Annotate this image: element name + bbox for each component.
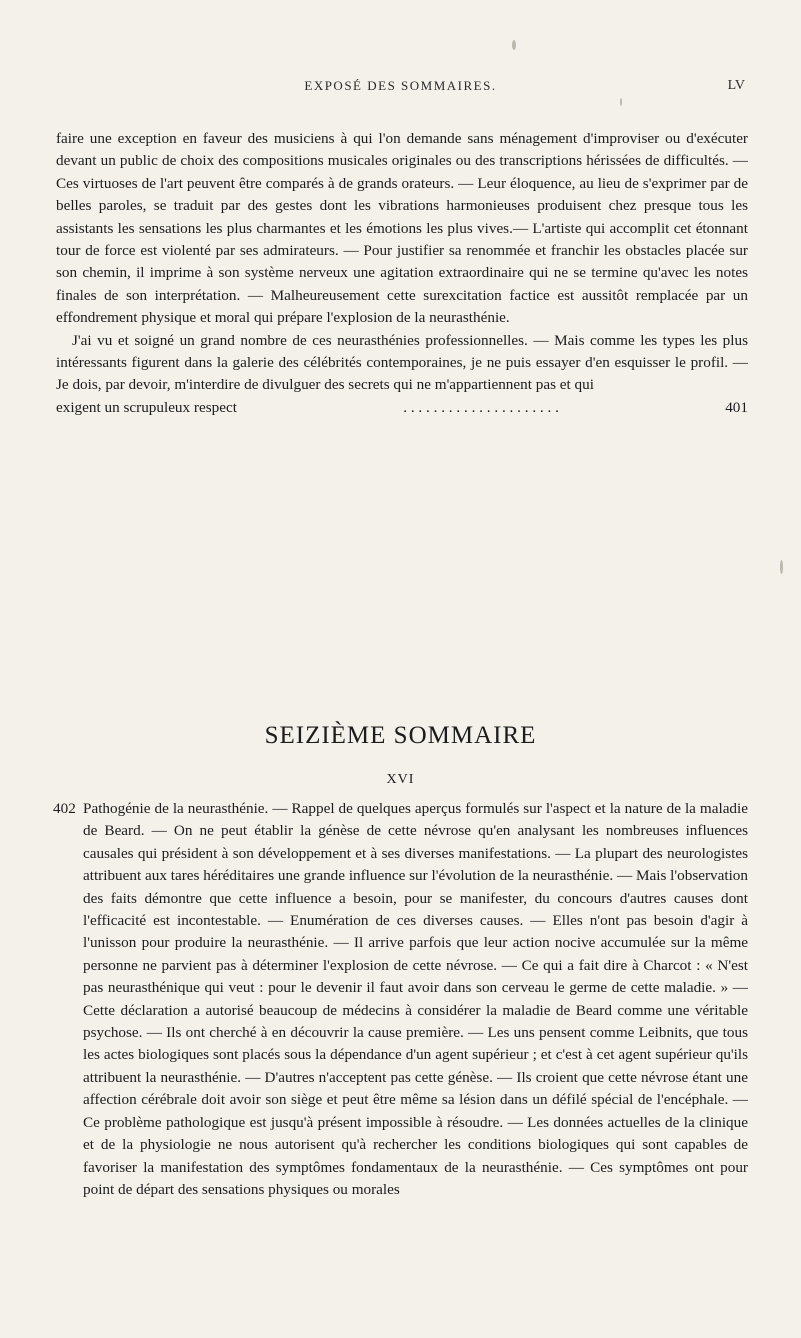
page-folio: LV <box>727 78 745 93</box>
page-reference: 401 <box>725 398 748 416</box>
summary-entry <box>53 798 748 1201</box>
page-reference-line <box>56 397 748 419</box>
section-title: SEIZIÈME SOMMAIRE <box>264 722 537 749</box>
continued-entry-text <box>56 128 748 419</box>
running-head <box>0 78 801 100</box>
paper-speck <box>620 98 622 106</box>
paragraph-2: J'ai vu et soigné un grand nombre de ces neurasthénies professionnelles. — Mais comme les types les plus intéressants figurent dans la galerie des célébrités contemporaines, je ne puis essayer d'en esquisser le profil. — Je dois, par devoir, m'interdire de divulguer des secrets qui ne m'appartiennent pas et qui <box>56 331 748 394</box>
paper-speck <box>780 560 783 574</box>
running-title: EXPOSÉ DES SOMMAIRES. <box>304 78 497 93</box>
entry-text: Pathogénie de la neurasthénie. — Rappel de quelques aperçus formulés sur l'aspect et la nature de la maladie de Beard. — On ne peut établir la génèse de cette névrose qu'en analysant les nombreuses influences causales qui président à son développement et à ses diverses manifestations. — La plupart des neurologistes attribuent aux tares héréditaires une grande influence sur l'évolution de la neurasthénie. — Mais l'observation des faits démontre que cette influence a besoin, pour se manifester, du concours d'autres causes dont l'efficacité est incontestable. — Enumération de ces diverses causes. — Elles n'ont pas besoin d'agir à l'unisson pour produire la neurasthénie. — Il arrive parfois que leur action nocive accumulée sur la même personne ne parvient pas à déterminer l'explosion de cette névrose. — Ce qui a fait dire à Charcot : « N'est pas neurasthénique qui veut : pour le devenir il faut avoir dans son cerveau le germe de cette maladie. » — Cette déclaration a autorisé beaucoup de médecins à considérer la maladie de Beard comme une véritable psychose. — Ils ont cherché à en découvrir la cause première. — Les uns pensent comme Leibnits, que tous les actes biologiques sont placés sous la dépendance d'un agent supérieur ; et c'est à cet agent supérieur qu'ils attribuent la neurasthénie. — D'autres n'acceptent pas cette génèse. — Ils croient que cette névrose étant une affection cérébrale doit avoir son siège et peut être même sa lésion dans un défilé spécial de l'encéphale. — Ce problème pathologique est jusqu'à présent impossible à résoudre. — Les données actuelles de la clinique et de la physiologie ne nous autorisent qu'à rechercher les conditions biologiques qui sont capables de favoriser la manifestation des symptômes fondamentaux de la neurasthénie. — Ces symptômes ont pour point de départ des sensations physiques ou morales <box>83 800 748 1198</box>
paper-speck <box>512 40 516 50</box>
section-number: XVI <box>386 772 415 787</box>
entry-number: 402 <box>53 800 76 817</box>
last-line-text: exigent un scrupuleux respect <box>56 398 237 416</box>
paragraph-1: faire une exception en faveur des musiciens à qui l'on demande sans ménagement d'improviser ou d'exécuter devant un public de choix des compositions musicales originales ou des transcriptions hérissées de difficultés. — Ces virtuoses de l'art peuvent être comparés à de grands orateurs. — Leur éloquence, au lieu de s'exprimer par de belles paroles, se traduit par des gestes dont les vibrations harmonieuses produisent chez presque tous les assistants les sensations les plus charmantes et les émotions les plus vives.— L'artiste qui accomplit cet étonnant tour de force est violenté par ses admirateurs. — Pour justifier sa renommée et franchir les obstacles placée sur son chemin, il imprime à son système nerveux une agitation extraordinaire qui ne se termine qu'avec les notes finales de son interprétation. — Malheureusement cette surexcitation factice est aussitôt remplacée par un effondrement physique et moral qui prépare l'explosion de la neurasthénie. <box>56 130 748 327</box>
dot-leader: . . . . . . . . . . . . . . . . . . . . . <box>403 398 559 416</box>
